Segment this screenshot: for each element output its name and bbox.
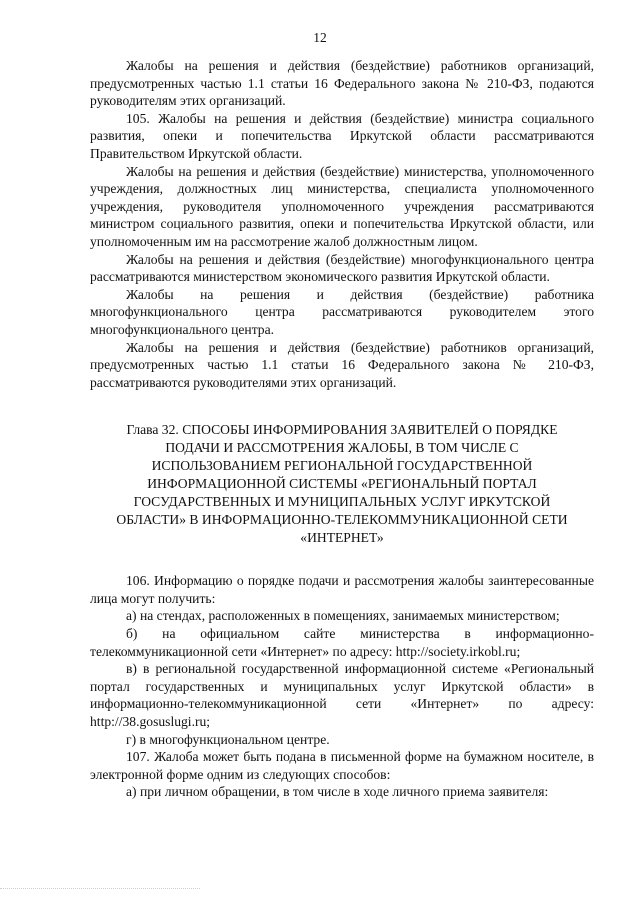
paragraph: Жалобы на решения и действия (бездействие) работника многофункционального центра рассматриваются руководителем этого многофункционального центра.	[90, 286, 594, 337]
chapter-heading-line: ИНФОРМАЦИОННОЙ СИСТЕМЫ «РЕГИОНАЛЬНЫЙ ПОРТАЛ	[147, 476, 537, 492]
chapter-heading-line: ПОДАЧИ И РАССМОТРЕНИЯ ЖАЛОБЫ, В ТОМ ЧИСЛЕ С	[165, 440, 519, 456]
chapter-heading-line: Глава 32. СПОСОБЫ ИНФОРМИРОВАНИЯ ЗАЯВИТЕЛЕЙ О ПОРЯДКЕ	[126, 422, 558, 438]
paragraph: Жалобы на решения и действия (бездействие) работников организаций, предусмотренных частью 1.1 статьи 16 Федерального закона № 210-ФЗ, рассматриваются руководителями этих организаций.	[90, 339, 594, 390]
list-item: б) на официальном сайте министерства в информационно-телекоммуникационной сети «Интернет» по адресу: http://society.irkobl.ru;	[90, 626, 594, 659]
chapter-heading-line: ГОСУДАРСТВЕННЫХ И МУНИЦИПАЛЬНЫХ УСЛУГ ИРКУТСКОЙ	[133, 494, 551, 510]
document-body	[90, 57, 594, 801]
paragraph: 106. Информацию о порядке подачи и рассмотрения жалобы заинтересованные лица могут получить:	[90, 573, 594, 606]
list-item: а) на стендах, расположенных в помещениях, занимаемых министерством;	[126, 608, 560, 624]
paragraph: Жалобы на решения и действия (бездействие) работников организаций, предусмотренных частью 1.1 статьи 16 Федерального закона № 210-ФЗ, подаются руководителям этих организаций.	[90, 58, 594, 109]
chapter-heading-line: ИСПОЛЬЗОВАНИЕМ РЕГИОНАЛЬНОЙ ГОСУДАРСТВЕННОЙ	[151, 458, 533, 474]
list-item: г) в многофункциональном центре.	[126, 731, 330, 747]
chapter-heading-line: ОБЛАСТИ» В ИНФОРМАЦИОННО-ТЕЛЕКОММУНИКАЦИОННОЙ СЕТИ	[116, 512, 568, 528]
chapter-heading	[90, 421, 594, 547]
list-item: в) в региональной государственной информационной системе «Региональный портал государственных и муниципальных услуг Иркутской области» в информационно-телекоммуникационной сети «Интернет» по адресу: http://38.gosuslugi.ru;	[90, 661, 594, 730]
chapter-heading-line: «ИНТЕРНЕТ»	[300, 530, 384, 546]
paragraph: Жалобы на решения и действия (бездействие) министерства, уполномоченного учреждения, должностных лиц министерства, специалиста уполномоченного учреждения, руководителя уполномоченного учреждения рассматриваются министром социального развития, опеки и попечительства Иркутской области, или уполномоченным им на рассмотрение жалоб должностным лицом.	[90, 163, 594, 249]
page-number: 12	[313, 30, 327, 45]
paragraph: 107. Жалоба может быть подана в письменной форме на бумажном носителе, в электронной форме одним из следующих способов:	[90, 749, 594, 782]
list-item: а) при личном обращении, в том числе в ходе личного приема заявителя:	[126, 784, 549, 800]
paragraph: Жалобы на решения и действия (бездействие) многофункционального центра рассматриваются министерством экономического развития Иркутской области.	[90, 251, 594, 285]
scan-edge-divider	[0, 888, 200, 889]
paragraph: 105. Жалобы на решения и действия (бездействие) министра социального развития, опеки и попечительства Иркутской области рассматриваются Правительством Иркутской области.	[90, 110, 594, 161]
